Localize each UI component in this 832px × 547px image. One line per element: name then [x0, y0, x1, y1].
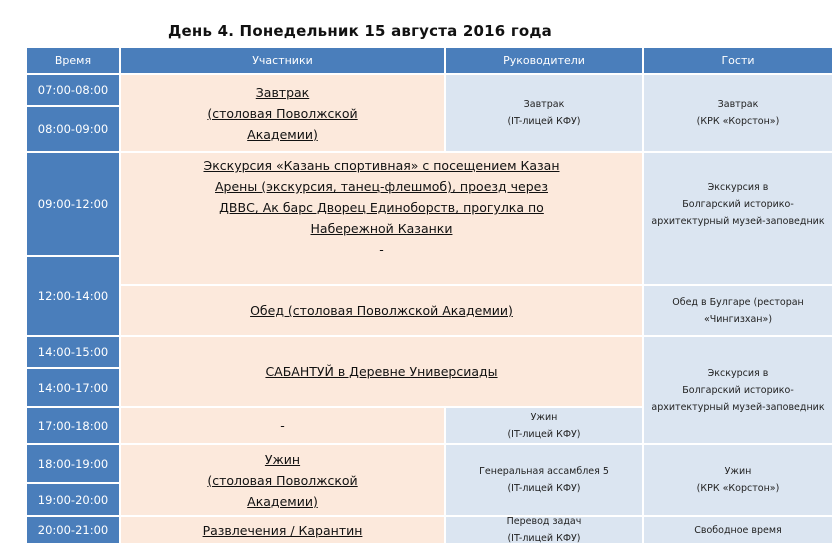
dinner-line: Академии) — [247, 493, 318, 509]
participants-breakfast-line: (столовая Поволжской — [207, 105, 358, 121]
time-cell: 17:00-18:00 — [27, 408, 119, 443]
leaders-breakfast — [446, 75, 642, 151]
schedule-table — [27, 48, 832, 544]
excursion-dash: - — [379, 242, 384, 257]
time-cell: 19:00-20:00 — [27, 484, 119, 515]
header-time: Время — [27, 48, 119, 73]
participants-breakfast-line: Академии) — [247, 126, 318, 142]
guests-excursion-1 — [644, 153, 832, 284]
leaders-translation-line: (IT-лицей КФУ) — [507, 533, 581, 544]
leaders-dinner — [446, 408, 642, 443]
participants-entertainment — [121, 517, 444, 543]
guests-breakfast-line: Завтрак — [717, 99, 759, 110]
dinner-line: Ужин — [264, 451, 301, 467]
excursion-line: ДВВС, Ак барс Дворец Единоборств, прогулка по — [219, 200, 544, 215]
guests-excursion-line: Болгарский историко- — [682, 199, 794, 210]
guests-dinner — [644, 445, 832, 515]
guests-lunch-line: «Чингизхан») — [703, 313, 773, 325]
leaders-assembly-line: (IT-лицей КФУ) — [507, 483, 581, 494]
guests-excursion-line: архитектурный музей-заповедник — [651, 401, 825, 413]
participants-breakfast — [121, 75, 444, 151]
time-cell: 14:00-17:00 — [27, 369, 119, 406]
guests-free-time — [644, 517, 832, 543]
time-cell: 18:00-19:00 — [27, 445, 119, 482]
guests-free-time-text: Свободное время — [694, 524, 782, 536]
time-cell: 12:00-14:00 — [27, 257, 119, 335]
guests-dinner-line: Ужин — [724, 466, 752, 477]
lunch-text: Обед (столовая Поволжской Академии) — [250, 303, 513, 318]
leaders-assembly-line: Генеральная ассамблея 5 — [479, 466, 609, 477]
header-guests: Гости — [644, 48, 832, 73]
participants-sabantui — [121, 337, 642, 406]
guests-lunch-line: Обед в Булгаре (ресторан — [672, 296, 804, 308]
header-leaders: Руководители — [446, 48, 642, 73]
guests-lunch — [644, 286, 832, 335]
participants-excursion — [121, 153, 642, 284]
participants-lunch — [121, 286, 642, 335]
dash-text: - — [280, 418, 285, 433]
time-cell: 08:00-09:00 — [27, 107, 119, 151]
time-cell: 07:00-08:00 — [27, 75, 119, 105]
leaders-dinner-line: (IT-лицей КФУ) — [507, 428, 581, 440]
guests-dinner-line: (КРК «Корстон») — [696, 483, 780, 494]
guests-breakfast — [644, 75, 832, 151]
guests-breakfast-line: (КРК «Корстон») — [696, 116, 780, 127]
leaders-assembly — [446, 445, 642, 515]
page-title: День 4. Понедельник 15 августа 2016 года — [168, 22, 552, 40]
time-cell: 20:00-21:00 — [27, 517, 119, 543]
leaders-breakfast-line: (IT-лицей КФУ) — [507, 116, 581, 127]
participants-dash — [121, 408, 444, 443]
entertainment-text: Развлечения / Карантин — [202, 522, 363, 538]
sabantui-text: САБАНТУЙ в Деревне Универсиады — [265, 364, 498, 379]
leaders-translation — [446, 517, 642, 543]
excursion-line: Арены (экскурсия, танец-флешмоб), проезд через — [215, 179, 548, 194]
leaders-dinner-line: Ужин — [530, 411, 558, 423]
leaders-breakfast-line: Завтрак — [523, 99, 565, 110]
excursion-line: Экскурсия «Казань спортивная» с посещением Казан — [203, 158, 560, 173]
guests-excursion-line: архитектурный музей-заповедник — [651, 216, 825, 227]
guests-excursion-line: Экскурсия в — [707, 367, 769, 379]
participants-dinner — [121, 445, 444, 515]
guests-excursion-line: Экскурсия в — [707, 182, 769, 193]
header-participants: Участники — [121, 48, 444, 73]
participants-breakfast-line: Завтрак — [255, 84, 310, 100]
dinner-line: (столовая Поволжской — [207, 472, 358, 488]
time-cell: 09:00-12:00 — [27, 153, 119, 255]
guests-excursion-2 — [644, 337, 832, 443]
leaders-translation-line: Перевод задач — [506, 516, 582, 527]
guests-excursion-line: Болгарский историко- — [682, 384, 794, 396]
time-cell: 14:00-15:00 — [27, 337, 119, 367]
excursion-line: Набережной Казанки — [310, 221, 453, 236]
